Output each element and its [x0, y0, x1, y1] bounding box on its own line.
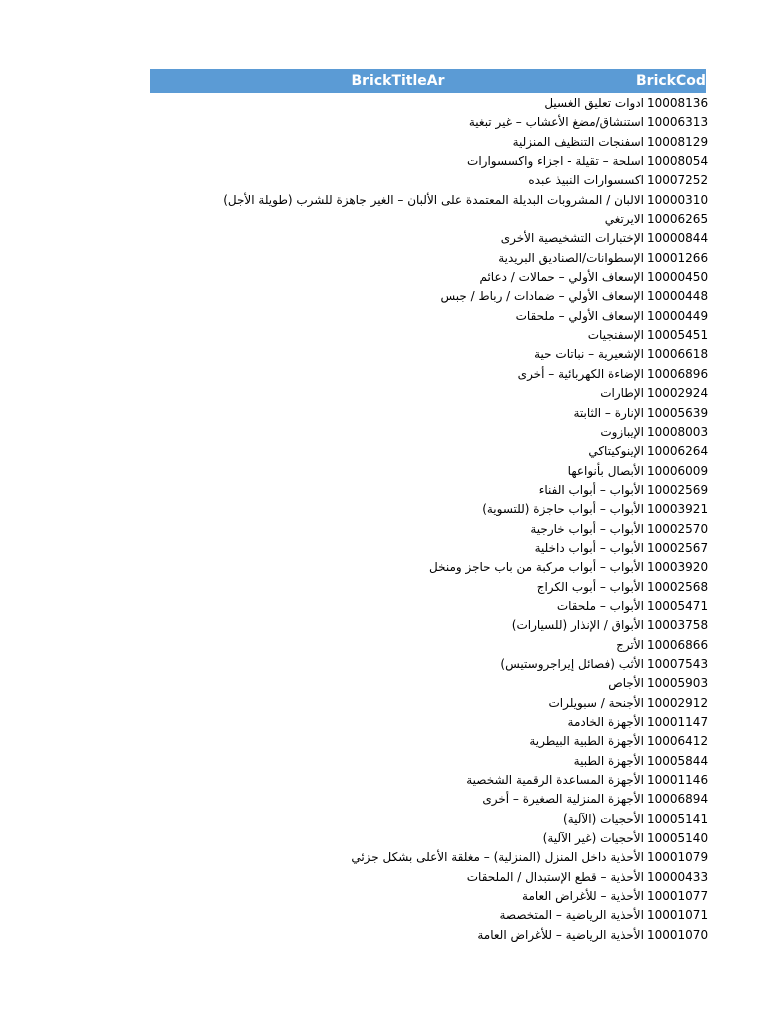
- brick-code-cell[interactable]: 10005141: [647, 811, 709, 826]
- table-row: [150, 442, 709, 461]
- brick-code-cell[interactable]: 10007543: [647, 656, 709, 671]
- brick-title-cell[interactable]: الأثب (فصائل إيراجروستيس): [500, 656, 644, 671]
- brick-code-cell[interactable]: 10003920: [647, 560, 709, 575]
- brick-title-cell[interactable]: الأجنحة / سبويلرات: [548, 695, 644, 710]
- brick-code-cell[interactable]: 10006896: [647, 366, 709, 381]
- table-row: [150, 578, 709, 597]
- table-row: [150, 152, 709, 171]
- brick-code-cell[interactable]: 10006866: [647, 637, 709, 652]
- brick-title-cell[interactable]: الأبواب – أبواب مركبة من باب حاجز ومنخل: [428, 560, 644, 575]
- brick-title-cell[interactable]: الإسعاف الأولي – ملحقات: [515, 308, 644, 323]
- brick-title-cell[interactable]: الأحذية الرياضية – للأغراض العامة: [477, 927, 644, 942]
- brick-title-cell[interactable]: الايرتغي: [604, 212, 644, 227]
- brick-code-cell[interactable]: 10006313: [647, 115, 709, 130]
- brick-code-cell[interactable]: 10000844: [647, 231, 709, 246]
- table-row: [150, 616, 709, 635]
- brick-code-cell[interactable]: 10006412: [647, 734, 709, 749]
- brick-code-cell[interactable]: 10006618: [647, 347, 709, 362]
- brick-title-cell[interactable]: الأحذية الرياضية – المتخصصة: [499, 908, 644, 923]
- brick-title-cell[interactable]: اسلحة – تقيلة - اجزاء واكسسوارات: [467, 154, 644, 169]
- column-header-brick-title-ar[interactable]: BrickTitleAr: [351, 73, 445, 89]
- column-header-brick-code[interactable]: BrickCode: [636, 73, 716, 89]
- brick-title-cell[interactable]: الأجهزة المنزلية الصغيرة – أخرى: [482, 792, 644, 807]
- brick-title-cell[interactable]: الأجهزة الطبية: [573, 753, 644, 768]
- brick-title-cell[interactable]: الإينوكيتاكي: [588, 444, 644, 459]
- brick-code-cell[interactable]: 10002912: [647, 695, 709, 710]
- table-row: [150, 133, 709, 152]
- brick-title-cell[interactable]: الأبواق / الإنذار (للسيارات): [511, 618, 644, 633]
- brick-title-cell[interactable]: الأجاص: [608, 676, 644, 691]
- brick-title-cell[interactable]: الأحذية داخل المنزل (المنزلية) – مغلقة الأعلى بشكل جزئي: [351, 850, 644, 865]
- brick-code-cell[interactable]: 10002569: [647, 482, 709, 497]
- brick-code-cell[interactable]: 10005451: [647, 328, 709, 343]
- table-row: [150, 887, 709, 906]
- brick-title-cell[interactable]: الأبواب – أبوب الكراج: [536, 579, 644, 594]
- table-row: [150, 268, 709, 287]
- table-row: [150, 307, 709, 326]
- header-row: [150, 69, 716, 93]
- brick-code-cell[interactable]: 10008054: [647, 154, 709, 169]
- table-row: [150, 365, 709, 384]
- table-row: [150, 481, 709, 500]
- table-row: [150, 810, 709, 829]
- table-row: [150, 655, 709, 674]
- table-row: [150, 287, 709, 306]
- brick-title-cell[interactable]: الأبواب – أبواب حاجزة (للتسوية): [482, 502, 644, 517]
- table-row: [150, 210, 709, 229]
- table-row: [150, 191, 709, 210]
- brick-title-cell[interactable]: الأبواب – أبواب داخلية: [534, 540, 644, 555]
- table-row: [150, 732, 709, 751]
- brick-code-cell[interactable]: 10005140: [647, 831, 709, 846]
- table-row: [150, 868, 709, 887]
- brick-title-cell[interactable]: الإختبارات التشخيصية الأخرى: [500, 231, 644, 246]
- brick-title-cell[interactable]: استنشاق/مضغ الأعشاب – غير تبغية: [468, 115, 644, 130]
- brick-code-cell[interactable]: 10003921: [647, 502, 709, 517]
- brick-title-cell[interactable]: الإشعيرية – نباتات حية: [534, 347, 644, 362]
- brick-code-cell[interactable]: 10006264: [647, 444, 709, 459]
- table-row: [150, 229, 709, 248]
- brick-code-cell[interactable]: 10001147: [647, 715, 709, 729]
- table-row: [150, 500, 709, 519]
- brick-title-cell[interactable]: الأحذية – للأغراض العامة: [522, 889, 644, 904]
- brick-title-cell[interactable]: الأترج: [616, 637, 644, 652]
- brick-title-cell[interactable]: الأحجيات (الآلية): [563, 811, 644, 826]
- table-row: [150, 597, 709, 616]
- brick-code-cell[interactable]: 10001071: [647, 908, 709, 923]
- brick-title-cell[interactable]: الأجهزة الخادمة: [567, 715, 644, 729]
- brick-code-cell[interactable]: 10006894: [647, 792, 709, 807]
- table-row: [150, 539, 709, 558]
- brick-title-cell[interactable]: الأجهزة الطبية البيطرية: [529, 734, 644, 749]
- brick-title-cell[interactable]: اسفنجات التنظيف المنزلية: [512, 134, 644, 149]
- table-row: [150, 636, 709, 655]
- brick-code-cell[interactable]: 10000448: [647, 289, 709, 304]
- brick-code-cell[interactable]: 10002568: [647, 579, 709, 594]
- brick-code-cell[interactable]: 10003758: [647, 618, 709, 633]
- table-row: [150, 384, 709, 403]
- table-row: [150, 113, 709, 132]
- brick-code-cell[interactable]: 10007252: [647, 173, 709, 188]
- brick-code-cell[interactable]: 10002570: [647, 521, 709, 536]
- brick-code-cell[interactable]: 10001266: [647, 250, 709, 265]
- brick-code-cell[interactable]: 10001146: [647, 773, 709, 788]
- brick-title-cell[interactable]: الإسطوانات/الصناديق البريدية: [498, 250, 644, 265]
- brick-title-cell[interactable]: الإضاءة الكهربائية – أخرى: [517, 366, 644, 381]
- table-row: [150, 520, 709, 539]
- table-row: [150, 94, 709, 113]
- brick-code-cell[interactable]: 10000449: [647, 308, 709, 323]
- table-row: [150, 558, 709, 577]
- brick-code-cell[interactable]: 10008129: [647, 134, 709, 149]
- data-rows: [150, 94, 709, 945]
- table-row: [150, 404, 709, 423]
- brick-title-cell[interactable]: اكسسوارات النبيذ عبده: [528, 173, 644, 188]
- brick-code-cell[interactable]: 10005903: [647, 676, 709, 691]
- brick-title-cell[interactable]: الأبصال بأنواعها: [567, 463, 644, 478]
- brick-code-cell[interactable]: 10005844: [647, 753, 709, 768]
- brick-title-cell[interactable]: الالبان / المشروبات البديلة المعتمدة على الألبان – الغير جاهزة للشرب (طويلة الأجل): [223, 192, 644, 207]
- brick-code-cell[interactable]: 10000450: [647, 270, 709, 285]
- table-row: [150, 790, 709, 809]
- table-row: [150, 462, 709, 481]
- brick-title-cell[interactable]: الإسعاف الأولي – حمالات / دعائم: [479, 270, 644, 285]
- brick-title-cell[interactable]: الأجهزة المساعدة الرقمية الشخصية: [466, 773, 644, 788]
- brick-code-cell[interactable]: 10001079: [647, 850, 709, 865]
- brick-title-cell[interactable]: الإيبازوت: [600, 424, 644, 439]
- brick-title-cell[interactable]: الأبواب – أبواب الفناء: [538, 482, 644, 497]
- table-row: [150, 249, 709, 268]
- brick-code-cell[interactable]: 10006009: [647, 463, 709, 478]
- table-row: [150, 694, 709, 713]
- brick-code-cell[interactable]: 10005639: [647, 405, 709, 420]
- brick-code-cell[interactable]: 10008136: [647, 96, 709, 110]
- table-row: [150, 713, 709, 732]
- brick-title-cell[interactable]: الإسعاف الأولي – ضمادات / رباط / جبس: [440, 289, 644, 304]
- table-row: [150, 906, 709, 925]
- table-row: [150, 848, 709, 867]
- brick-title-cell[interactable]: الأبواب – أبواب خارجية: [530, 521, 644, 536]
- brick-title-cell[interactable]: ادوات تعليق الغسيل: [544, 96, 644, 110]
- table-row: [150, 926, 709, 945]
- brick-title-cell[interactable]: الأحجيات (غير الآلية): [542, 831, 644, 846]
- brick-code-cell[interactable]: 10008003: [647, 424, 709, 439]
- brick-code-cell[interactable]: 10001070: [647, 927, 709, 942]
- brick-code-cell[interactable]: 10006265: [647, 212, 709, 227]
- table-row: [150, 345, 709, 364]
- brick-title-cell[interactable]: الإسفنجيات: [587, 328, 644, 343]
- brick-code-cell[interactable]: 10001077: [647, 889, 709, 904]
- brick-code-cell[interactable]: 10000433: [647, 869, 709, 884]
- table-row: [150, 752, 709, 771]
- brick-title-cell[interactable]: الإنارة – الثابتة: [573, 405, 644, 420]
- table-row: [150, 326, 709, 345]
- brick-title-cell[interactable]: الأبواب – ملحقات: [556, 598, 644, 613]
- table-row: [150, 674, 709, 693]
- brick-code-cell[interactable]: 10002567: [647, 540, 709, 555]
- brick-title-cell[interactable]: الأحذية – قطع الإستبدال / الملحقات: [466, 869, 644, 884]
- table-row: [150, 829, 709, 848]
- brick-code-cell[interactable]: 10005471: [647, 598, 709, 613]
- brick-code-cell[interactable]: 10002924: [647, 386, 709, 401]
- brick-code-cell[interactable]: 10000310: [647, 192, 709, 207]
- brick-title-cell[interactable]: الإطارات: [600, 386, 644, 401]
- table-row: [150, 171, 709, 190]
- table-row: [150, 423, 709, 442]
- table-row: [150, 771, 709, 790]
